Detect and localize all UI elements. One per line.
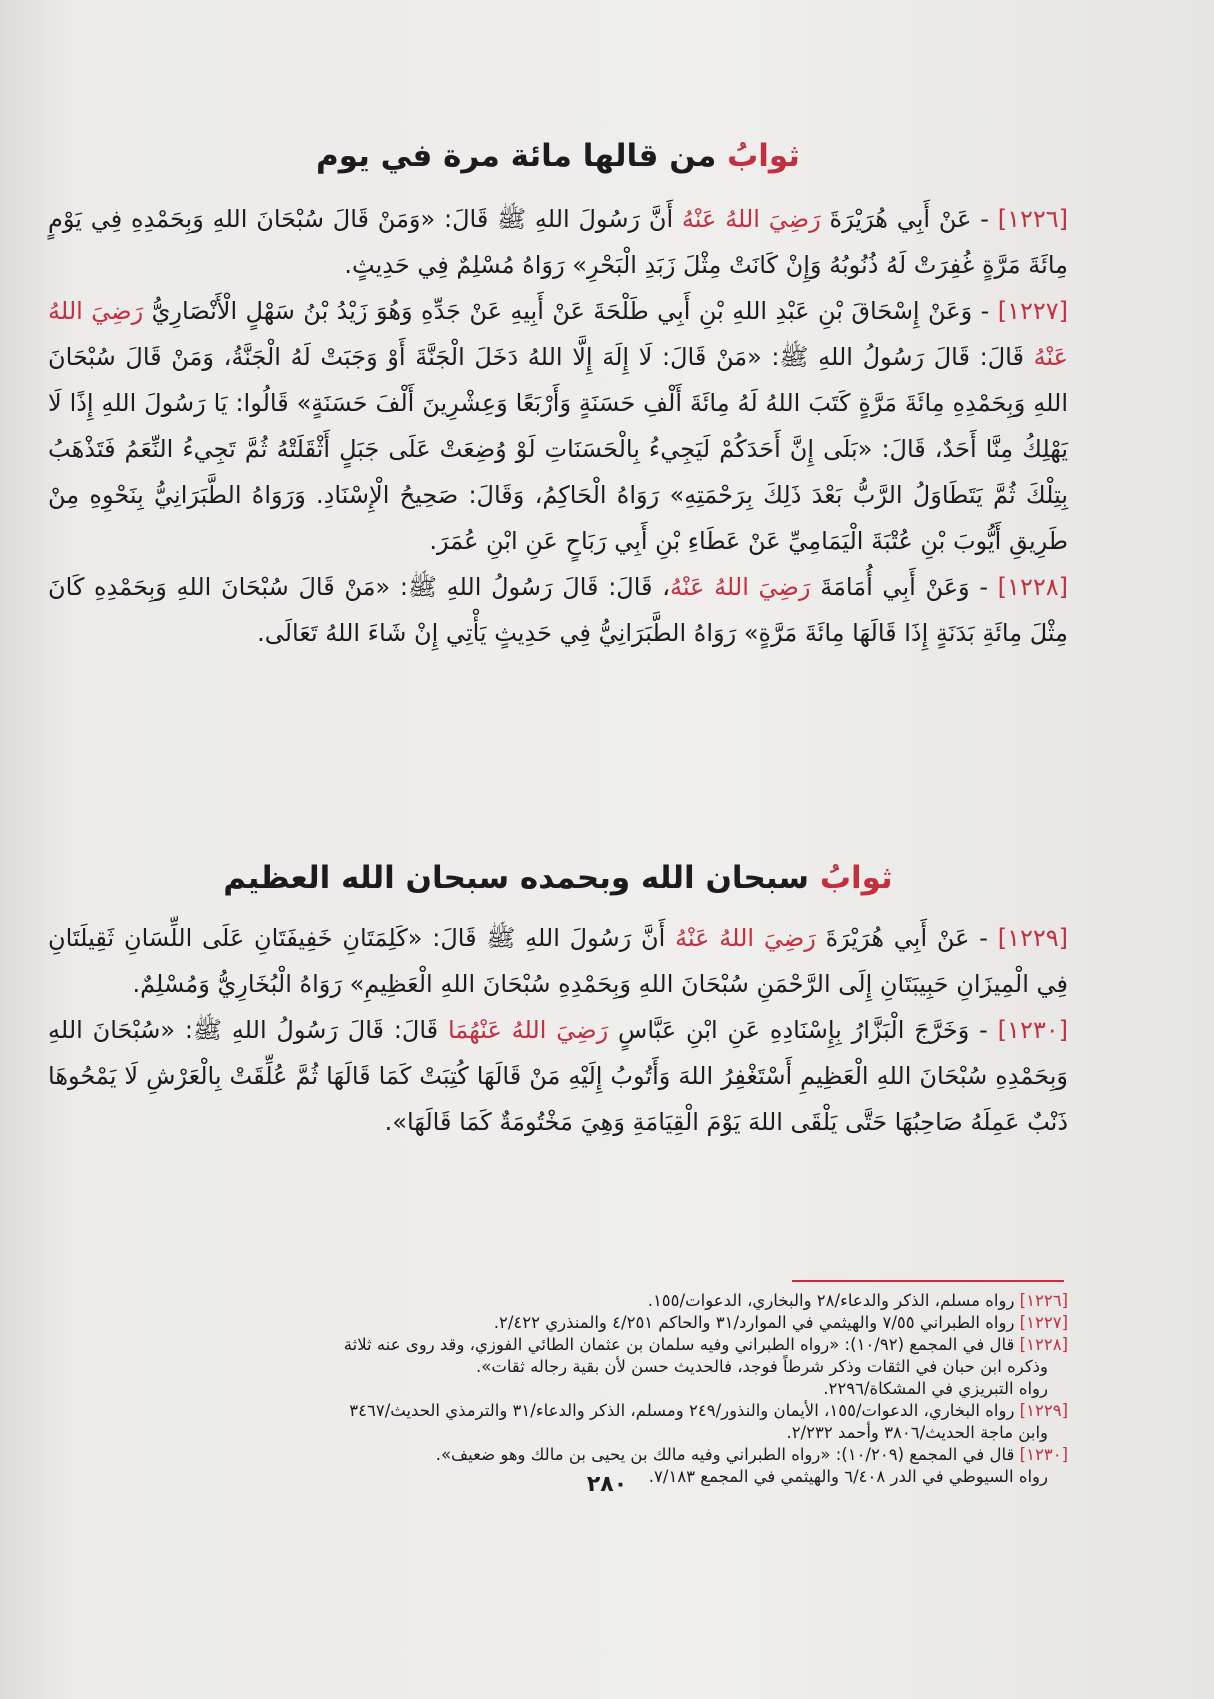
footnote <box>48 1312 1068 1334</box>
paragraph-text: قَالَ: قَالَ رَسُولُ اللهِ ﷺ: «سُبْحَانَ اللهِ وَبِحَمْدِهِ سُبْحَانَ اللهِ الْعَظِيمِ أَسْتَغْفِرُ اللهَ وَأَتُوبُ إِلَيْهِ مَنْ قَالَهَا كُتِبَتْ كَمَا قَالَهَا ثُمَّ عُلِّقَتْ بِالْعَرْشِ لَا يَمْحُوهَا ذَنْبٌ عَمِلَهُ صَاحِبُهَا حَتَّى يَلْقَى اللهَ يَوْمَ الْقِيَامَةِ وَهِيَ مَخْتُومَةٌ كَمَا قَالَهَا». <box>48 1016 1068 1136</box>
footnote-text: قال في المجمع (١٠/٩٢): «رواه الطبراني وفيه سلمان بن عثمان الطائي الفوزي، وقد روى عنه ثلاثة <box>343 1335 1020 1354</box>
heading-text: من قالها مائة مرة في يوم <box>316 138 728 174</box>
footnote-number: [١٢٢٨] <box>1019 1335 1068 1354</box>
red-text: رَضِيَ اللهُ عَنْهُ <box>48 297 1068 371</box>
hadith-paragraph <box>48 1007 1068 1145</box>
footnote-text: رواه التبريزي في المشكاة/٢٢٩٦. <box>823 1379 1048 1398</box>
footnote <box>48 1290 1068 1312</box>
footnote-text: رواه البخاري، الدعوات/١٥٥، الأيمان والنذور/٢٤٩ ومسلم، الذكر والدعاء/٣١ والترمذي الحديث/٣٤٦٧ <box>349 1401 1020 1420</box>
footnote-text: رواه الطبراني ٧/٥٥ والهيثمي في الموارد/٣١ والحاكم ٤/٢٥١ والمنذري ٢/٤٢٢. <box>493 1313 1020 1332</box>
heading-text: سبحان الله وبحمده سبحان الله العظيم <box>223 860 820 896</box>
footnote-divider <box>792 1280 1064 1282</box>
section-heading-2 <box>48 860 1068 896</box>
red-text: رَضِيَ اللهُ عَنْهُمَا <box>447 1016 609 1044</box>
footnote-text: وابن ماجة الحديث/٣٨٠٦ وأحمد ٢/٢٣٢. <box>786 1423 1048 1442</box>
heading-accent: ثوابُ <box>727 138 800 174</box>
hadith-paragraph <box>48 288 1068 564</box>
paragraph-text: - وَخَرَّجَ الْبَزَّارُ بِإِسْنَادِهِ عَنِ ابْنِ عَبَّاسٍ <box>608 1016 998 1044</box>
section-heading-1 <box>48 138 1068 174</box>
red-text: رَضِيَ اللهُ عَنْهُ <box>675 924 816 952</box>
hadith-paragraph <box>48 564 1068 656</box>
footnote-text: رواه مسلم، الذكر والدعاء/٢٨ والبخاري، الدعوات/١٥٥. <box>647 1291 1020 1310</box>
red-text: [١٢٢٦] <box>997 205 1069 233</box>
red-text: [١٢٢٨] <box>997 573 1068 601</box>
footnote <box>48 1400 1068 1444</box>
footnote-number: [١٢٢٧] <box>1019 1313 1068 1332</box>
footnote-number: [١٢٢٦] <box>1019 1291 1068 1310</box>
red-text: رَضِيَ اللهُ عَنْهُ <box>669 573 811 601</box>
red-text: [١٢٢٩] <box>997 924 1069 952</box>
paragraph-text: ، قَالَ: قَالَ رَسُولُ اللهِ ﷺ: «مَنْ قَالَ سُبْحَانَ اللهِ وَبِحَمْدِهِ كَانَ مِثْلَ مِائَةِ بَدَنَةٍ إِذَا قَالَهَا مِائَةَ مَرَّةٍ» رَوَاهُ الطَّبَرَانِيُّ فِي حَدِيثٍ يَأْتِي إِنْ شَاءَ اللهُ تَعَالَى. <box>48 573 1068 647</box>
paragraph-text: أَنَّ رَسُولَ اللهِ ﷺ قَالَ: «كَلِمَتَانِ خَفِيفَتَانِ عَلَى اللِّسَانِ ثَقِيلَتَانِ فِي الْمِيزَانِ حَبِيبَتَانِ إِلَى الرَّحْمَنِ سُبْحَانَ اللهِ وَبِحَمْدِهِ سُبْحَانَ اللهِ الْعَظِيمِ» رَوَاهُ الْبُخَارِيُّ وَمُسْلِمٌ. <box>48 924 1068 998</box>
red-text: [١٢٣٠] <box>997 1016 1068 1044</box>
footnote-text: قال في المجمع (١٠/٢٠٩): «رواه الطبراني وفيه مالك بن يحيى بن مالك وهو ضعيف». <box>435 1445 1020 1464</box>
paragraph-text: - عَنْ أَبِي هُرَيْرَةَ <box>815 924 998 952</box>
hadith-paragraph <box>48 196 1068 288</box>
footnote-number: [١٢٣٠] <box>1019 1445 1068 1464</box>
red-text: رَضِيَ اللهُ عَنْهُ <box>681 205 821 233</box>
footnote-text: وذكره ابن حبان في الثقات وذكر شرطاً فوجد، فالحديث حسن لأن بقية رجاله ثقات». <box>476 1357 1048 1376</box>
footnote-number: [١٢٢٩] <box>1019 1401 1068 1420</box>
red-text: [١٢٢٧] <box>997 297 1068 325</box>
paragraph-text: - وَعَنْ أَبِي أُمَامَةَ <box>810 573 998 601</box>
hadith-paragraph <box>48 915 1068 1007</box>
paragraph-text: - وَعَنْ إِسْحَاقَ بْنِ عَبْدِ اللهِ بْنِ أَبِي طَلْحَةَ عَنْ أَبِيهِ عَنْ جَدِّهِ وَهُوَ زَيْدُ بْنُ سَهْلٍ الْأَنْصَارِيُّ <box>143 297 998 325</box>
footnotes <box>48 1290 1068 1488</box>
heading-accent: ثوابُ <box>819 860 893 896</box>
section-1-body <box>48 196 1068 656</box>
paragraph-text: أَنَّ رَسُولَ اللهِ ﷺ قَالَ: «وَمَنْ قَالَ سُبْحَانَ اللهِ وَبِحَمْدِهِ فِي يَوْمٍ مِائَةَ مَرَّةٍ غُفِرَتْ لَهُ ذُنُوبُهُ وَإِنْ كَانَتْ مِثْلَ زَبَدِ الْبَحْرِ» رَوَاهُ مُسْلِمٌ فِي حَدِيثٍ. <box>48 205 1068 279</box>
paragraph-text: قَالَ: قَالَ رَسُولُ اللهِ ﷺ: «مَنْ قَالَ: لَا إِلَهَ إِلَّا اللهُ دَخَلَ الْجَنَّةَ أَوْ وَجَبَتْ لَهُ الْجَنَّةُ، وَمَنْ قَالَ سُبْحَانَ اللهِ وَبِحَمْدِهِ مِائَةَ مَرَّةٍ كَتَبَ اللهُ لَهُ مِائَةَ أَلْفِ حَسَنَةٍ وَأَرْبَعًا وَعِشْرِينَ أَلْفَ حَسَنَةٍ» قَالُوا: يَا رَسُولَ اللهِ إِذًا لَا يَهْلِكُ مِنَّا أَحَدٌ، قَالَ: «بَلَى إِنَّ أَحَدَكُمْ لَيَجِيءُ بِالْحَسَنَاتِ لَوْ وُضِعَتْ عَلَى جَبَلٍ أَثْقَلَتْهُ ثُمَّ تَجِيءُ النِّعَمُ فَتَذْهَبُ بِتِلْكَ ثُمَّ يَتَطَاوَلُ الرَّبُّ بَعْدَ ذَلِكَ بِرَحْمَتِهِ» رَوَاهُ الْحَاكِمُ، وَقَالَ: صَحِيحُ الْإِسْنَادِ. وَرَوَاهُ الطَّبَرَانِيُّ بِنَحْوِهِ مِنْ طَرِيقِ أَيُّوبَ بْنِ عُتْبَةَ الْيَمَامِيِّ عَنْ عَطَاءِ بْنِ أَبِي رَبَاحٍ عَنِ ابْنِ عُمَرَ. <box>48 343 1068 555</box>
paragraph-text: - عَنْ أَبِي هُرَيْرَةَ <box>820 205 998 233</box>
section-2-body <box>48 915 1068 1145</box>
page-number: ٢٨٠ <box>586 1472 628 1497</box>
footnote-text: رواه السيوطي في الدر ٦/٤٠٨ والهيثمي في المجمع ٧/١٨٣. <box>648 1467 1048 1486</box>
footnote <box>48 1334 1068 1400</box>
